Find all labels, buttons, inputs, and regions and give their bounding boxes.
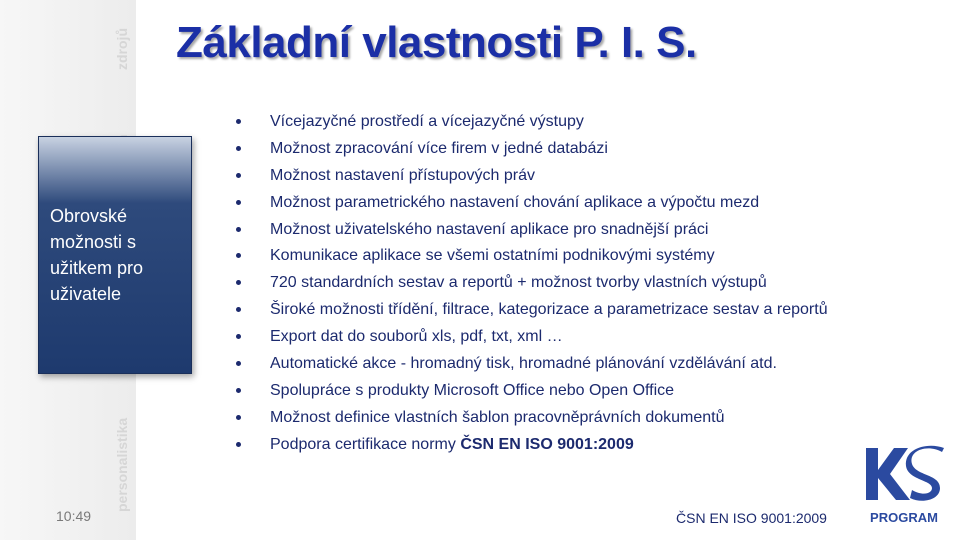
- bullet-icon: [236, 280, 241, 285]
- list-item-bold-text: ČSN EN ISO 9001:2009: [460, 435, 634, 453]
- list-item-text: Automatické akce - hromadný tisk, hromadné plánování vzdělávání atd.: [270, 355, 777, 373]
- list-item-text: 720 standardních sestav a reportů + možnost tvorby vlastních výstupů: [270, 274, 767, 292]
- bullet-icon: [236, 334, 241, 339]
- list-item-text: Spolupráce s produkty Microsoft Office nebo Open Office: [270, 381, 675, 399]
- bullet-icon: [236, 146, 241, 151]
- list-item: [234, 164, 914, 191]
- slide-time: 10:49: [56, 508, 92, 524]
- list-item-text: Komunikace aplikace se všemi ostatními podnikovými systémy: [270, 247, 715, 265]
- bullet-icon: [236, 253, 241, 258]
- list-item-text: Možnost parametrického nastavení chování aplikace a výpočtu mezd: [270, 193, 760, 211]
- list-item-text: Možnost uživatelského nastavení aplikace pro snadnější práci: [270, 220, 709, 238]
- list-item: [234, 325, 914, 352]
- list-item: [234, 352, 914, 379]
- bullet-icon: [236, 388, 241, 393]
- list-item-text: Export dat do souborů xls, pdf, txt, xml …: [270, 328, 563, 346]
- list-item: [234, 137, 914, 164]
- bullet-icon: [236, 200, 241, 205]
- bullet-icon: [236, 227, 241, 232]
- list-item: [234, 110, 914, 137]
- feature-list: [234, 110, 914, 460]
- list-item-text: Široké možnosti třídění, filtrace, kategorizace a parametrizace sestav a reportů: [270, 301, 828, 319]
- list-item: [234, 271, 914, 298]
- bullet-icon: [236, 442, 241, 447]
- background-word: zdrojů: [114, 28, 130, 70]
- list-item-text: Vícejazyčné prostředí a vícejazyčné výstupy: [270, 113, 584, 130]
- list-item: [234, 191, 914, 218]
- list-item: [234, 244, 914, 271]
- side-card-text: Obrovské možnosti s užitkem pro uživatele: [50, 206, 144, 304]
- list-item-text: Podpora certifikace normy: [270, 435, 461, 453]
- background-word: personalistika: [114, 417, 130, 512]
- bullet-icon: [236, 361, 241, 366]
- bullet-icon: [236, 173, 241, 178]
- list-item: [234, 406, 914, 433]
- side-card: [38, 136, 192, 374]
- ks-program-logo: [856, 440, 952, 530]
- list-item: [234, 379, 914, 406]
- list-item-text: Možnost nastavení přístupových práv: [270, 166, 536, 184]
- logo-text: PROGRAM: [870, 510, 938, 525]
- list-item: [234, 298, 914, 325]
- list-item-text: Možnost zpracování více firem v jedné databázi: [270, 139, 608, 157]
- bullet-icon: [236, 119, 241, 124]
- bullet-icon: [236, 307, 241, 312]
- slide-title: Základní vlastnosti P. I. S.: [176, 18, 697, 67]
- list-item: [234, 433, 914, 460]
- list-item-text: Možnost definice vlastních šablon pracovněprávních dokumentů: [270, 408, 725, 426]
- footer-text: ČSN EN ISO 9001:2009: [676, 510, 827, 526]
- list-item: [234, 218, 914, 245]
- bullet-icon: [236, 415, 241, 420]
